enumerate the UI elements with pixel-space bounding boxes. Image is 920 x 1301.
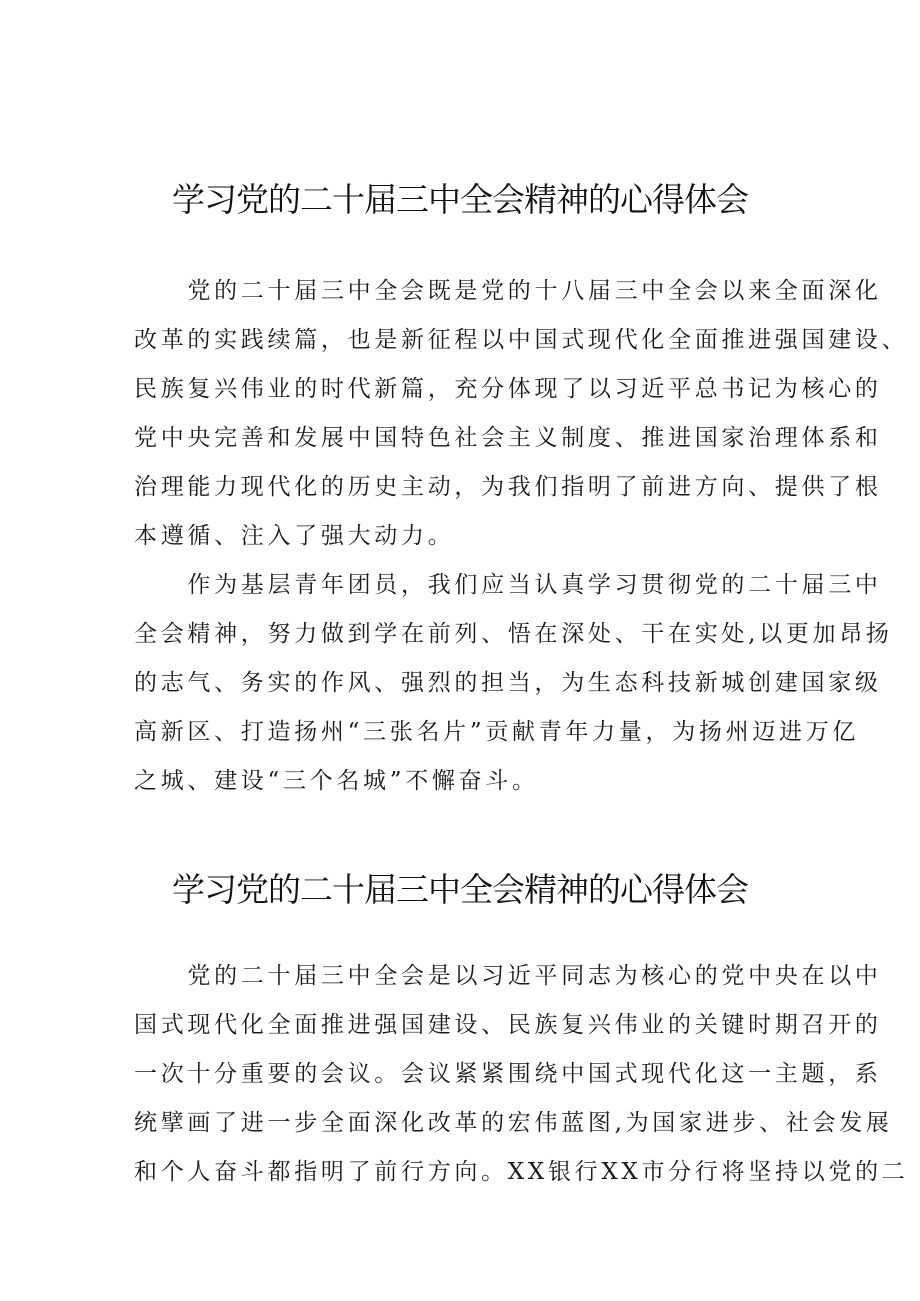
text-line: 民族复兴伟业的时代新篇，充分体现了以习近平总书记为核心的 (134, 376, 882, 402)
text-line: 全会精神，努力做到学在前列、悟在深处、干在实处,以更加昂扬 (134, 621, 893, 647)
section-2-paragraph-1 (134, 952, 909, 1197)
text-line: 党的二十届三中全会是以习近平同志为核心的党中央在以中 (134, 963, 882, 989)
text-line: 治理能力现代化的历史主动，为我们指明了前进方向、提供了根 (134, 474, 882, 500)
text-line: 高新区、打造扬州“三张名片”贡献青年力量，为扬州迈进万亿 (134, 719, 860, 745)
section-1-title: 学习党的二十届三中全会精神的心得体会 (172, 180, 748, 219)
text-line: 作为基层青年团员，我们应当认真学习贯彻党的二十届三中 (134, 572, 882, 598)
section-1-paragraph-1 (134, 267, 909, 561)
text-line: 党中央完善和发展中国特色社会主义制度、推进国家治理体系和 (134, 425, 882, 451)
text-line: 党的二十届三中全会既是党的十八届三中全会以来全面深化 (134, 278, 882, 304)
text-line: 的志气、务实的作风、强烈的担当，为生态科技新城创建国家级 (134, 670, 882, 696)
text-line: 国式现代化全面推进强国建设、民族复兴伟业的关键时期召开的 (134, 1012, 882, 1038)
text-line: 改革的实践续篇，也是新征程以中国式现代化全面推进强国建设、 (134, 327, 909, 353)
text-line: 本遵循、注入了强大动力。 (134, 523, 455, 549)
text-line: 一次十分重要的会议。会议紧紧围绕中国式现代化这一主题，系 (134, 1061, 882, 1087)
section-2-title: 学习党的二十届三中全会精神的心得体会 (172, 870, 748, 909)
text-line: 和个人奋斗都指明了前行方向。XX银行XX市分行将坚持以党的二 (134, 1159, 909, 1185)
section-1-paragraph-2 (134, 561, 893, 806)
text-line: 统擘画了进一步全面深化改革的宏伟蓝图,为国家进步、社会发展 (134, 1110, 893, 1136)
text-line: 之城、建设“三个名城”不懈奋斗。 (134, 768, 539, 794)
